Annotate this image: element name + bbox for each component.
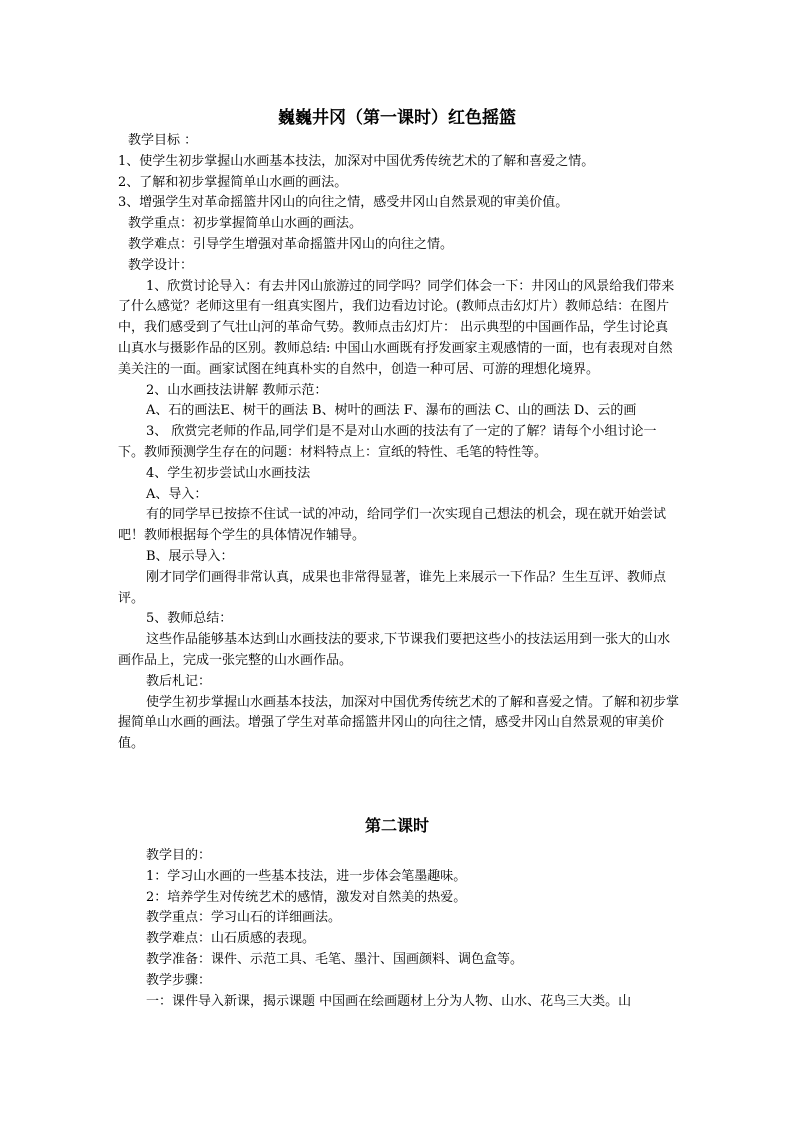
paragraph: B、展示导入： [146,548,234,564]
paragraph: 教后札记： [146,673,212,689]
paragraph: A、石的画法E、树干的画法 B、树叶的画法 F、瀑布的画法 C、山的画法 D、云的画 [146,403,637,419]
paragraph: 2、山水画技法讲解 教师示范： [146,382,328,398]
paragraph: 2、了解和初步掌握简单山水画的画法。 [118,174,348,190]
paragraph: 教学设计： [128,257,194,273]
paragraph: 一：课件导入新课，揭示课题 中国画在绘画题材上分为人物、山水、花鸟三大类。山 [146,993,632,1009]
paragraph: 5、教师总结： [146,611,233,627]
paragraph: 有的同学早已按捺不住试一试的冲动，给同学们一次实现自己想法的机会，现在就开始尝试吧！教师根据每个学生的具体情况作辅导。 [118,507,667,544]
paragraph: 教学重点：学习山石的详细画法。 [146,910,342,926]
document-title: 巍巍井冈（第一课时）红色摇篮 [278,108,516,128]
paragraph: 教学重点：初步掌握简单山水画的画法。 [128,216,363,232]
paragraph: 教学目的： [146,848,212,863]
paragraph: 刚才同学们画得非常认真，成果也非常得显著，谁先上来展示一下作品？生生互评、教师点评。 [118,569,667,606]
paragraph: 3、 欣赏完老师的作品,同学们是不是对山水画的技法有了一定的了解？请每个小组讨论一下。教师预测学生存在的问题：材料特点上：宣纸的特性、毛笔的特性等。 [118,424,657,460]
paragraph: A、导入： [146,486,208,502]
paragraph: 教学目标 ： [128,133,198,148]
paragraph: 2：培养学生对传统艺术的感情，激发对自然美的热爱。 [146,889,467,905]
paragraph: 这些作品能够基本达到山水画技法的要求,下节课我们要把这些小的技法运用到一张大的山水画作品上，完成一张完整的山水画作品。 [118,632,671,668]
paragraph: 使学生初步掌握山水画基本技法，加深对中国优秀传统艺术的了解和喜爱之情。了解和初步掌握简单山水画的画法。增强了学生对革命摇篮井冈山的向往之情，感受井冈山自然景观的审美价值。 [118,694,680,752]
paragraph: 1、使学生初步掌握山水画基本技法，加深对中国优秀传统艺术的了解和喜爱之情。 [118,153,595,169]
lesson-one-body [118,131,680,755]
paragraph: 3、增强学生对革命摇篮井冈山的向往之情，感受井冈山自然景观的审美价值。 [118,195,569,211]
paragraph: 4、学生初步尝试山水画技法 [146,465,311,481]
paragraph: 1、欣赏讨论导入：有去井冈山旅游过的同学吗？同学们体会一下：井冈山的风景给我们带来了什么感觉？老师这里有一组真实图片，我们边看边讨论。(教师点击幻灯片）教师总结：在图片中，我们感受到了气壮山河的革命气势。教师点击幻灯片： 出示典型的中国画作品，学生讨论真山真水与摄影作品的区别。教师总结: 中国山水画既有抒发画家主观感情的一面，也有表现对自然美关注的一面。画家试图在纯真朴实的自然中，创造一种可居、可游的理想化境界。 [118,278,675,377]
paragraph: 教学难点：山石质感的表现。 [146,931,316,947]
section-title-lesson-two: 第二课时 [364,816,429,835]
paragraph: 1：学习山水画的一些基本技法，进一步体会笔墨趣味。 [146,868,467,884]
paragraph: 教学步骤： [146,972,212,988]
paragraph: 教学难点：引导学生增强对革命摇篮井冈山的向往之情。 [128,236,454,252]
lesson-two-body [118,846,680,1012]
paragraph: 教学准备：课件、示范工具、毛笔、墨汁、国画颜料、调色盒等。 [146,951,524,967]
